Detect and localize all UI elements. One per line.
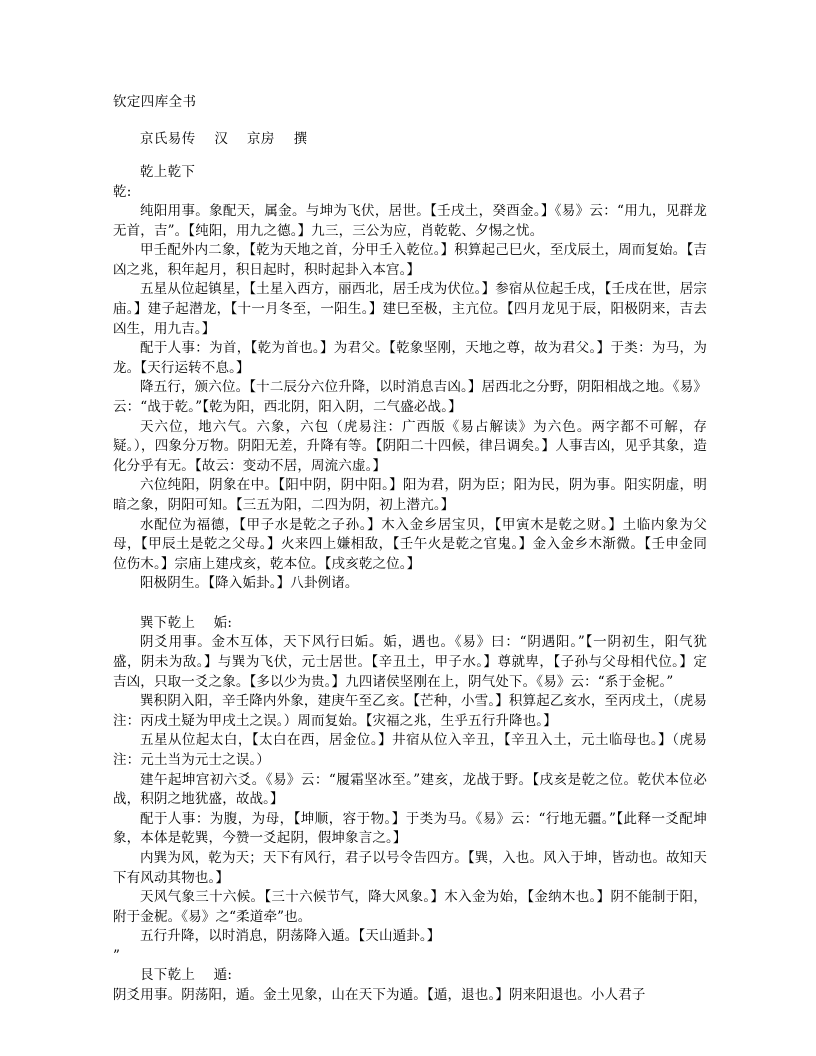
paragraph: 五星从位起镇星，【土星入西方，丽西北，居壬戌为伏位。】参宿从位起壬戌，【壬戌在世，居宗庙。】建子起潜龙，【十一月冬至，一阳生。】建巳至极，主亢位。【四月龙见于辰，阳极阴来，吉去凶生，用九吉。】: [113, 281, 707, 337]
hexagram-position-dun: 艮下乾上 遁:: [140, 967, 233, 984]
page-content: [113, 92, 707, 1006]
paragraph: 天六位，地六气。六象，六包（虎易注：广西版《易占解读》为六色。两字都不可解，存疑。），四象分万物。阴阳无差，升降有等。【阴阳二十四候，律吕调矣。】人事吉凶，见乎其象，造化分乎有无。【故云：变动不居，周流六虚。】: [113, 418, 707, 474]
paragraph: 降五行，颁六位。【十二辰分六位升降，以时消息吉凶。】居西北之分野，阴阳相战之地。《易》云：“战于乾。”【乾为阳，西北阴，阳入阴，二气盛必战。】: [113, 379, 707, 415]
paragraph: 纯阳用事。象配天，属金。与坤为飞伏，居世。【壬戌土，癸酉金。】《易》云：“用九，见群龙无首，吉”。【纯阳，用九之德。】九三，三公为应，肖乾乾、夕惕之忧。: [113, 203, 707, 239]
spacer: [113, 112, 707, 129]
spacer: [113, 149, 707, 163]
hexagram-position-qian: 乾上乾下: [140, 164, 196, 180]
paragraph: 阳极阴生。【降入姤卦。】八卦例诸。: [140, 575, 359, 592]
paragraph: 配于人事：为首，【乾为首也。】为君父。【乾象坚刚，天地之尊，故为君父。】于类：为马，为龙。【天行运转不息。】: [113, 340, 707, 376]
paragraph: 水配位为福德，【甲子水是乾之子孙。】木入金乡居宝贝，【甲寅木是乾之财。】土临内象为父母，【甲辰土是乾之父母。】火来四上嫌相敌，【壬午火是乾之官鬼。】金入金乡木渐微。【壬申金同位伤木。】宗庙上建戌亥，乾本位。【戌亥乾之位。】: [113, 516, 707, 572]
paragraph: 六位纯阳，阴象在中。【阳中阴，阴中阳。】阳为君，阴为臣；阳为民，阴为事。阳实阴虚，明暗之象，阴阳可知。【三五为阳，二四为阴，初上潜亢。】: [113, 477, 707, 513]
collection-title: 钦定四库全书: [113, 94, 197, 110]
paragraph: 阴爻用事。金木互体，天下风行曰姤。姤，遇也。《易》曰：“阴遇阳。”【一阴初生，阳气犹盛，阴未为敌。】与巽为飞伏，元士居世。【辛丑土，甲子水。】尊就卑，【子孙与父母相代位。】定吉凶，只取一爻之象。【多以少为贵。】九四诸侯坚刚在上，阴气处下。《易》云：“系于金柅。”: [113, 634, 707, 690]
paragraph: 阴爻用事。阴荡阳，遁。金土见象，山在天下为遁。【遁，退也。】阴来阳退也。小人君子: [113, 986, 646, 1003]
hexagram-position-gou: 巽下乾上 姤:: [140, 614, 233, 631]
paragraph: 配于人事：为腹，为母，【坤顺，容于物。】于类为马。《易》云：“行地无疆。”【此释一爻配坤象，本体是乾巽，今赞一爻起阴，假坤象言之。】: [113, 810, 707, 847]
work-title-line: 京氏易传 汉 京房 撰: [140, 131, 308, 147]
spacer: [113, 594, 707, 614]
paragraph: 甲壬配外内二象，【乾为天地之首，分甲壬入乾位。】积算起己巳火，至戊辰土，周而复始。【吉凶之兆，积年起月，积日起时，积时起卦入本宫。】: [113, 242, 707, 278]
paragraph: 五星从位起太白，【太白在西，居金位。】井宿从位入辛丑，【辛丑入土，元土临母也。】（虎易注：元土当为元士之误。）: [113, 732, 707, 768]
hexagram-name-qian: 乾:: [113, 183, 132, 200]
paragraph: 建午起坤宫初六爻。《易》云：“履霜坚冰至。”建亥，龙战于野。【戌亥是乾之位。乾伏本位必战，积阴之地犹盛，故战。】: [113, 771, 707, 808]
paragraph: 内巽为风，乾为天；天下有风行，君子以号令告四方。【巽，入也。风入于坤，皆动也。故知天下有风动其物也。】: [113, 849, 707, 886]
stray-quote-mark: ”: [113, 947, 120, 964]
paragraph: 五行升降，以时消息，阴荡降入遁。【天山遁卦。】: [140, 928, 441, 945]
paragraph: 天风气象三十六候。【三十六候节气，降大风象。】木入金为始，【金纳木也。】阴不能制于阳，附于金柅。《易》之“柔道牵”也。: [113, 889, 707, 925]
paragraph: 巽积阴入阳，辛壬降内外象，建庚午至乙亥。【芒种，小雪。】积算起乙亥水，至丙戌土，（虎易注：丙戌土疑为甲戌土之误。）周而复始。【灾福之兆，生乎五行升降也。】: [113, 693, 707, 729]
